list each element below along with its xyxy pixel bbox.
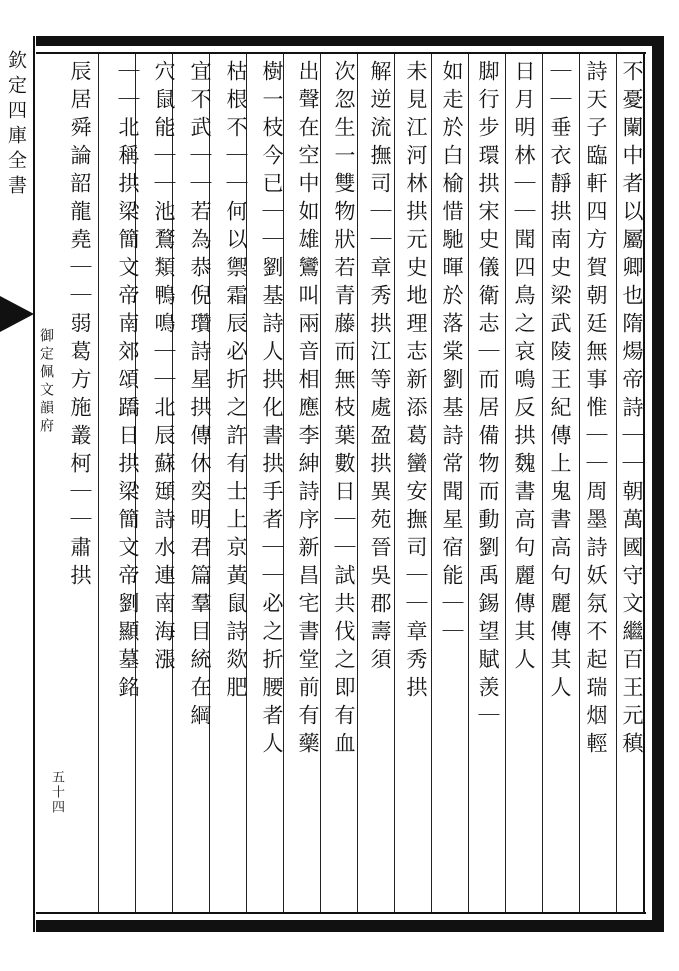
text-column: 解逆流撫司｜｜章秀拱江等處盈拱異苑晉吳郡壽須 [368,60,392,676]
column-rule [616,54,617,912]
text-column: 脚行步環拱宋史儀衛志｜而居備物而動劉禹錫望賦羡｜ [476,60,500,732]
text-column: 如走於白榆惜馳暉於落棠劉基詩常聞星宿能｜｜ [440,60,464,648]
margin-book-title: 御定佩文韻府 [38,328,54,436]
text-column: 出聲在空中如雄鸞叫兩音相應李紳詩序新昌宅書堂前有藥 [296,60,320,760]
text-column: 枯根不｜｜何以禦霜辰必折之許有士上京黃鼠詩欻肥 [224,60,248,704]
page-number: 五十四 [49,770,64,815]
column-rule [394,54,395,912]
text-column: 樹一枝今已｜｜劉基詩人拱化書拱手者｜｜必之折腰者人 [260,60,284,760]
column-rule [505,54,506,912]
column-rule [579,54,580,912]
text-column: ｜｜垂衣靜拱南史梁武陵王紀傳上鬼書高句麗傳其人 [548,60,572,704]
text-column: 日月明林｜｜聞四鳥之哀鳴反拱魏書高句麗傳其人 [512,60,536,676]
column-rule [468,54,469,912]
frame-border-bottom [36,920,664,932]
column-rule [431,54,432,912]
margin-title: 欽定四庫全書 [5,50,27,200]
column-rule [542,54,543,912]
frame-border-top [36,36,664,46]
text-column: 宜不武｜｜若為恭倪瓚詩星拱傳休奕明君篇羣目統在綱 [188,60,212,732]
text-column: 未見江河林拱元史地理志新添葛蠻安撫司｜｜章秀拱 [404,60,428,704]
text-column: 辰居舜論韶龍堯｜｜弱葛方施叢柯｜｜肅拱 [68,60,92,592]
inner-border-top [36,52,646,54]
text-column: 穴鼠能｜｜池鶩類鴨鳴｜｜北辰蘇頲詩水連南海漲 [152,60,176,676]
frame-border-right [652,36,664,932]
text-column: 詩天子臨軒四方賀朝廷無事惟｜｜周墨詩妖氛不起瑞烟輕 [584,60,608,760]
text-column: 次忽生一雙物狀若青藤而無枝葉數日｜｜試共伐之即有血 [332,60,356,760]
fish-tail-mark [0,296,34,332]
column-rule [98,54,99,912]
text-column: 不憂闌中者以屬卿也隋煬帝詩｜｜朝萬國守文繼百王元稹 [620,60,644,760]
text-column: ｜｜北稱拱梁簡文帝南郊頌蹻日拱梁簡文帝劉顯墓銘 [116,60,140,704]
inner-border-bottom [36,912,646,914]
